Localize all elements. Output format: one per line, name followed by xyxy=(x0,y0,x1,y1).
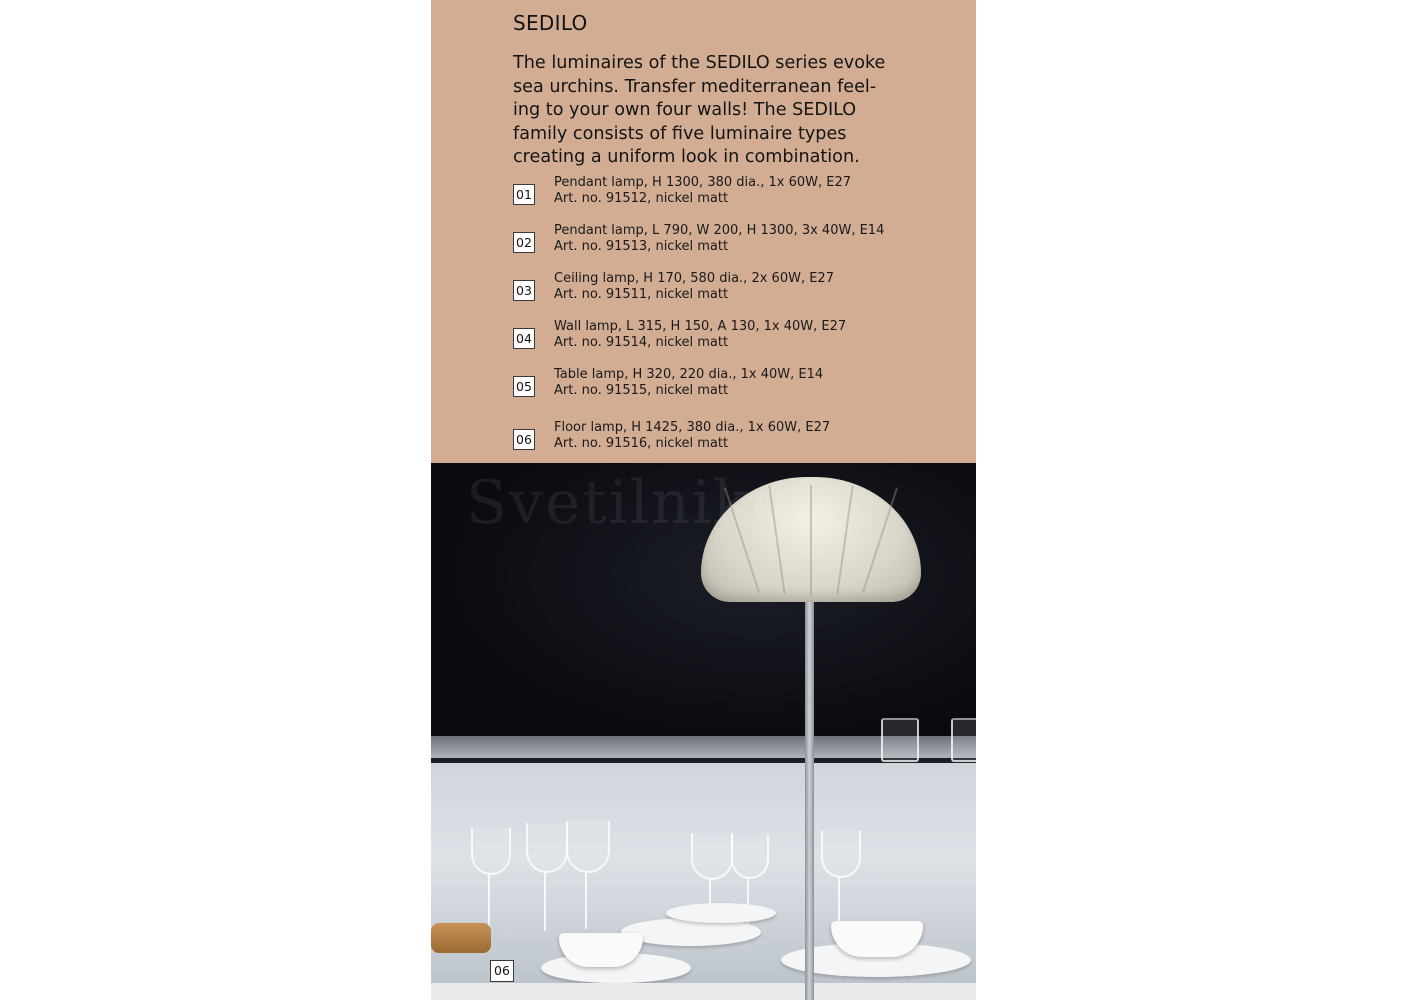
water-glass xyxy=(881,718,919,762)
product-item-05 xyxy=(513,367,953,408)
product-item-02 xyxy=(513,223,953,264)
glass-stem xyxy=(488,873,490,928)
item-description xyxy=(554,319,846,351)
shade-rib xyxy=(862,487,898,592)
item-spec: Table lamp, H 320, 220 dia., 1x 40W, E14 xyxy=(554,367,824,382)
wine-glass xyxy=(821,831,861,878)
item-description xyxy=(554,271,834,303)
wine-glass xyxy=(691,833,733,880)
item-number: 06 xyxy=(513,429,535,450)
item-number: 05 xyxy=(513,376,535,397)
product-item-06 xyxy=(513,420,953,461)
intro-line: sea urchins. Transfer mediterranean feel- xyxy=(513,76,877,97)
glass-stem xyxy=(544,871,546,931)
item-spec: Pendant lamp, H 1300, 380 dia., 1x 60W, E27 xyxy=(554,175,852,190)
dinner-plate xyxy=(666,903,776,923)
item-spec: Pendant lamp, L 790, W 200, H 1300, 3x 40W, E14 xyxy=(554,223,885,238)
wine-glass xyxy=(731,835,769,879)
watermark-text: Svetilnikof xyxy=(466,468,814,538)
water-glass xyxy=(951,718,976,762)
item-number: 03 xyxy=(513,280,535,301)
item-article: Art. no. 91514, nickel matt xyxy=(554,335,729,350)
intro-line: The luminaires of the SEDILO series evoke xyxy=(513,53,886,73)
bread-basket xyxy=(431,923,491,953)
glass-stem xyxy=(585,871,587,929)
soup-bowl xyxy=(831,921,923,957)
item-spec: Ceiling lamp, H 170, 580 dia., 2x 60W, E27 xyxy=(554,271,834,286)
item-number: 02 xyxy=(513,232,535,253)
item-number: 01 xyxy=(513,184,535,205)
catalog-page xyxy=(431,0,976,1000)
page-title: SEDILO xyxy=(513,11,588,35)
item-article: Art. no. 91512, nickel matt xyxy=(554,191,729,206)
table-edge xyxy=(431,983,976,1000)
item-description xyxy=(554,175,851,207)
intro-text xyxy=(513,52,953,170)
intro-line: family consists of five luminaire types xyxy=(513,123,847,144)
product-item-04 xyxy=(513,319,953,360)
intro-line: creating a uniform look in combination. xyxy=(513,147,860,167)
item-description xyxy=(554,223,884,255)
wine-glass xyxy=(526,823,568,873)
item-spec: Floor lamp, H 1425, 380 dia., 1x 60W, E27 xyxy=(554,420,831,435)
shade-rib xyxy=(836,485,853,594)
wine-glass xyxy=(566,821,610,873)
item-spec: Wall lamp, L 315, H 150, A 130, 1x 40W, E27 xyxy=(554,319,847,334)
product-item-01 xyxy=(513,175,953,216)
product-photo xyxy=(431,463,976,1000)
product-item-03 xyxy=(513,271,953,312)
item-description xyxy=(554,420,830,452)
item-article: Art. no. 91511, nickel matt xyxy=(554,287,729,302)
item-description xyxy=(554,367,823,399)
item-number: 04 xyxy=(513,328,535,349)
intro-line: ing to your own four walls! The SEDILO xyxy=(513,100,857,120)
description-panel xyxy=(431,0,976,463)
item-article: Art. no. 91513, nickel matt xyxy=(554,239,729,254)
wine-glass xyxy=(471,828,511,875)
photo-number-label: 06 xyxy=(490,960,514,982)
item-article: Art. no. 91516, nickel matt xyxy=(554,436,729,451)
floor-lamp-pole xyxy=(805,598,814,1000)
item-article: Art. no. 91515, nickel matt xyxy=(554,383,729,398)
